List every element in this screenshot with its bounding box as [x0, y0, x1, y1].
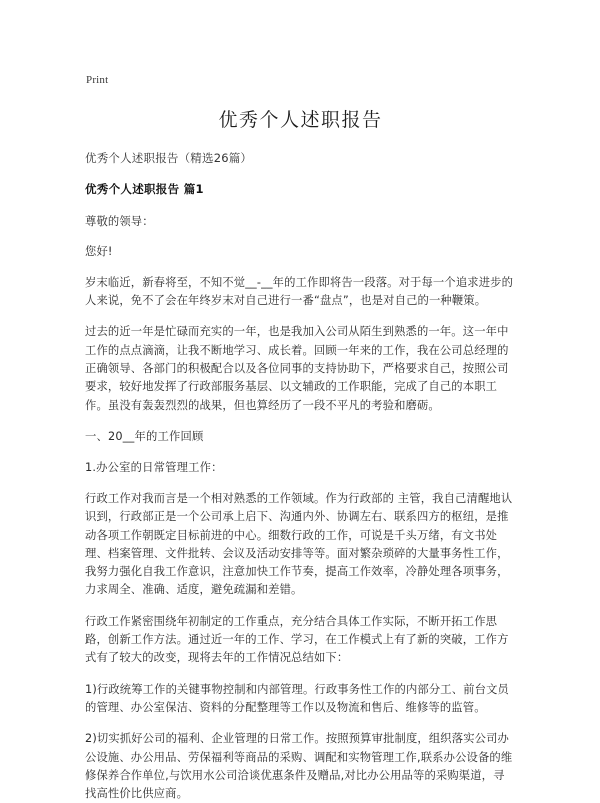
salutation: 尊敬的领导： [85, 215, 154, 229]
review-paragraph-1: 行政工作对我而言是一个相对熟悉的工作领域。作为行政部的 主管，我自己清醒地认识到，行政部正是一个公司承上启下、沟通内外、协调左右、联系四方的枢纽，是推动各项工作朝既定目标前进的中心。细数行政的工作，可说是千头万绪，有文书处理、档案管理、文件批转、会议及活动安排等等。面对繁杂琐碎的大量事务性工作，我努力强化自我工作意识，注意加快工作节奏，提高工作效率，冷静处理各项事务，力求周全、准确、适度，避免疏漏和差错。 [85, 491, 513, 597]
document-subtitle: 优秀个人述职报告（精选26篇） [85, 150, 253, 165]
review-paragraph-2: 行政工作紧密围绕年初制定的工作重点，充分结合具体工作实际，不断开拓工作思路，创新工作方法。通过近一年的工作、学习，在工作模式上有了新的突破，工作方式有了较大的改变，现将去年的工作情况总结如下： [85, 614, 509, 665]
greeting: 您好! [85, 245, 113, 259]
article-heading: 优秀个人述职报告 篇1 [85, 181, 204, 196]
review-section-heading: 一、20__年的工作回顾 [85, 429, 204, 443]
list-item: 1)行政统筹工作的关键事物控制和内部管理。行政事务性工作的内部分工、前台文员的管理、办公室保洁、资料的分配整理等工作以及物流和售后、维修等的监管。 [85, 682, 509, 714]
intro-paragraph-2: 过去的近一年是忙碌而充实的一年，也是我加入公司从陌生到熟悉的一年。这一年中工作的点点滴滴，让我不断地学习、成长着。回顾一年来的工作，我在公司总经理的正确领导、各部门的积极配合以及各位同事的支持协助下，严格要求自己，按照公司要求，较好地发挥了行政部服务基层、以文辅政的工作职能，完成了自己的本职工作。虽没有轰轰烈烈的战果，但也算经历了一段不平凡的考验和磨砺。 [85, 325, 509, 412]
intro-paragraph-1: 岁末临近，新春将至，不知不觉__-__年的工作即将告一段落。对于每一个追求进步的人来说，免不了会在年终岁末对自己进行一番“盘点”，也是对自己的一种鞭策。 [85, 275, 514, 308]
subsection-heading: 1.办公室的日常管理工作： [85, 460, 223, 474]
list-item: 2)切实抓好公司的福利、企业管理的日常工作。按照预算审批制度，组织落实公司办公设施、办公用品、劳保福利等商品的采购、调配和实物管理工作,联系办公设备的维修保养合作单位,与饮用水公司洽谈优惠条件及赠品,对比办公用品等的采购渠道，寻找高性价比供应商。 [85, 732, 513, 801]
page-title: 优秀个人述职报告 [218, 109, 383, 131]
print-link[interactable]: Print [86, 74, 109, 86]
